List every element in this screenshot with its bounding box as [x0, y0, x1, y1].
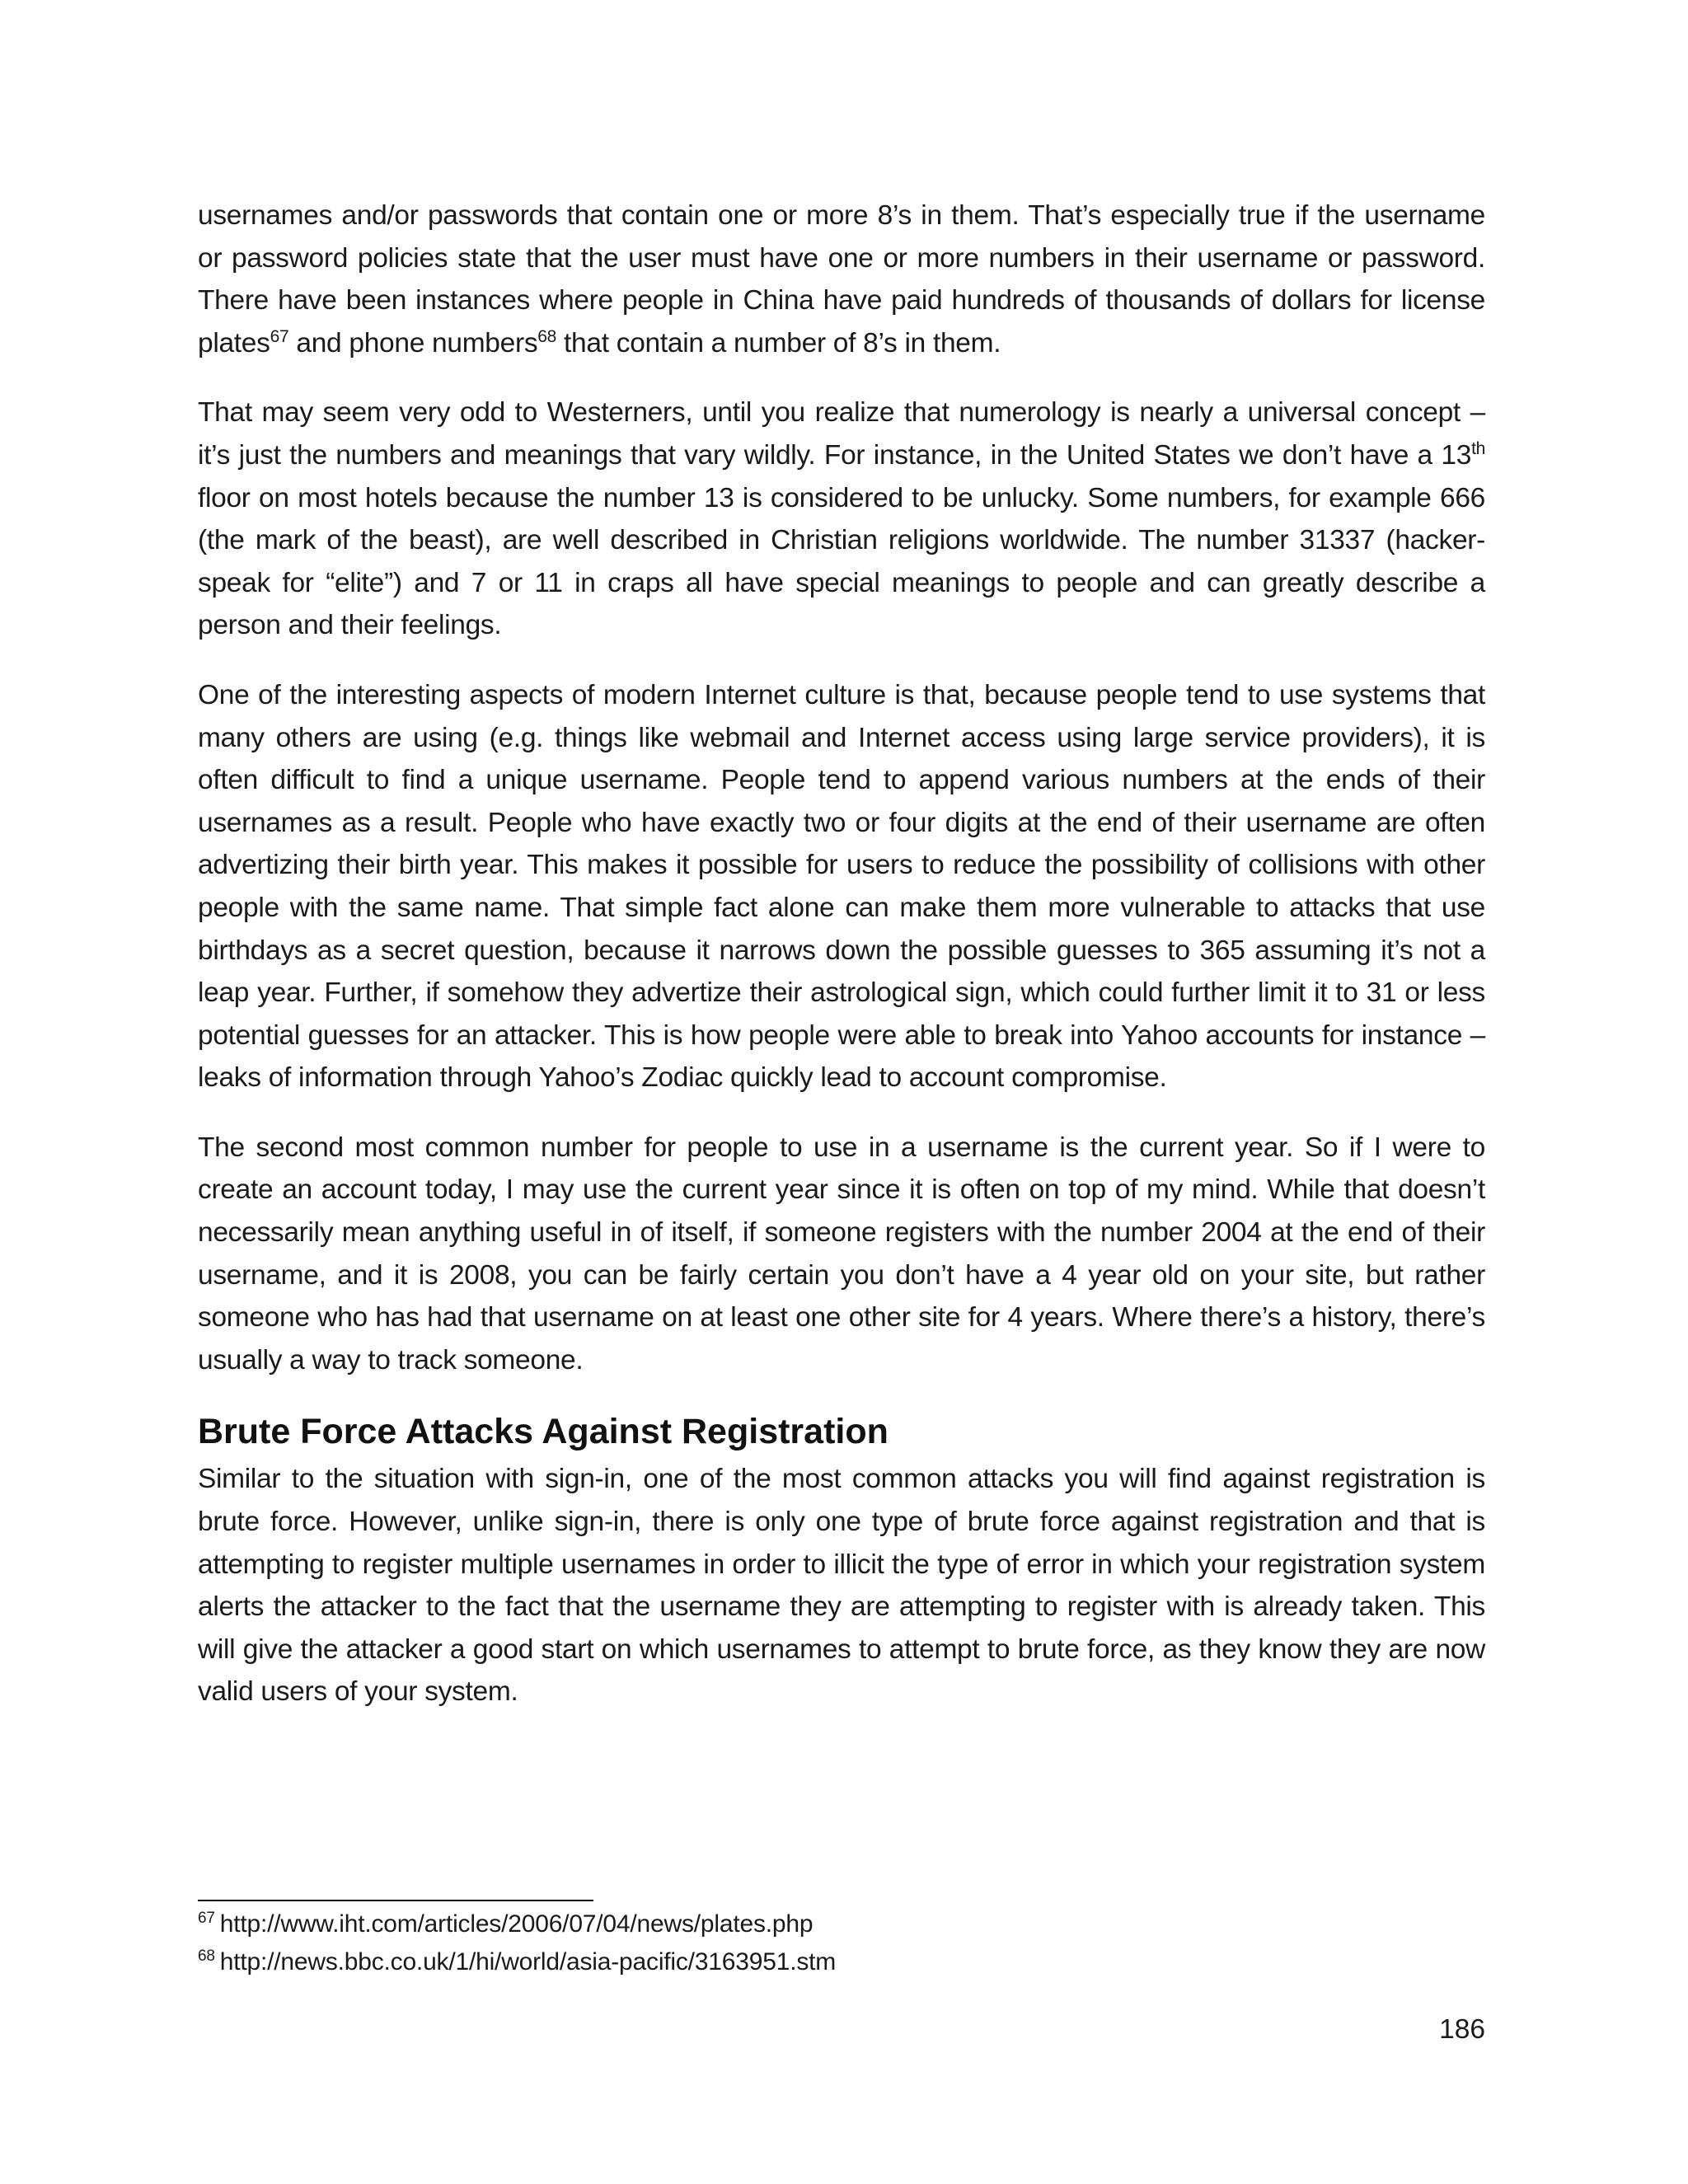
footnote-number: 68 [198, 1947, 215, 1965]
ordinal-suffix: th [1471, 438, 1485, 458]
paragraph-numbers-8 [198, 194, 1485, 364]
footnotes [198, 1905, 1485, 1981]
paragraph-text: usernames and/or passwords that contain one or more 8’s in them. That’s especially true if the username or password policies state that the user must have one or more numbers in their username or password. There have been instances where people in China have paid hundreds of thousands of dollars for license plates [198, 200, 1485, 359]
paragraph-text: That may seem very odd to Westerners, until you realize that numerology is nearly a universal concept – it’s just the numbers and meanings that vary wildly. For instance, in the United States we don’t have a 13 [198, 397, 1485, 471]
footnote-url: http://www.iht.com/articles/2006/07/04/news/plates.php [219, 1910, 814, 1938]
paragraph-numerology [198, 391, 1485, 647]
footnote-divider [198, 1900, 593, 1901]
section-heading: Brute Force Attacks Against Registration [198, 1412, 889, 1452]
paragraph-text: that contain a number of 8’s in them. [556, 327, 1001, 359]
footnote-68 [198, 1943, 1485, 1981]
paragraph-text: and phone numbers [288, 327, 538, 359]
footnote-number: 67 [198, 1910, 215, 1927]
paragraph-text: floor on most hotels because the number 13 is considered to be unlucky. Some numbers, for example 666 (the mark of the beast), are well described in Christian religions worldwide. The number 31337 (hacker-speak for “elite”) and 7 or 11 in craps all have special meanings to people and can greatly describe a person and their feelings. [198, 482, 1485, 641]
page-number: 186 [1439, 2014, 1485, 2045]
paragraph-internet-culture: One of the interesting aspects of modern Internet culture is that, because people tend to use systems that many others are using (e.g. things like webmail and Internet access using large service providers), it is often difficult to find a unique username. People tend to append various numbers at the ends of their usernames as a result. People who have exactly two or four digits at the end of their username are often advertizing their birth year. This makes it possible for users to reduce the possibility of collisions with other people with the same name. That simple fact alone can make them more vulnerable to attacks that use birthdays as a secret question, because it narrows down the possible guesses to 365 assuming it’s not a leap year. Further, if somehow they advertize their astrological sign, which could further limit it to 31 or less potential guesses for an attacker. This is how people were able to break into Yahoo accounts for instance – leaks of information through Yahoo’s Zodiac quickly lead to account compromise. [198, 679, 1485, 1094]
paragraph-brute-force: Similar to the situation with sign-in, one of the most common attacks you will find against registration is brute force. However, unlike sign-in, there is only one type of brute force against registration and that is attempting to register multiple usernames in order to illicit the type of error in which your registration system alerts the attacker to the fact that the username they are attempting to register with is already taken. This will give the attacker a good start on which usernames to attempt to brute force, as they know they are now valid users of your system. [198, 1464, 1485, 1708]
footnote-67 [198, 1905, 1485, 1943]
footnote-url: http://news.bbc.co.uk/1/hi/world/asia-pacific/3163951.stm [219, 1948, 837, 1975]
paragraph-current-year: The second most common number for people to use in a username is the current year. So if I were to create an account today, I may use the current year since it is often on top of my mind. While that doesn’t necessarily mean anything useful in of itself, if someone registers with the number 2004 at the end of their username, and it is 2008, you can be fairly certain you don’t have a 4 year old on your site, but rather someone who has had that username on at least one other site for 4 years. Where there’s a history, there’s usually a way to track someone. [198, 1132, 1485, 1376]
footnote-ref-68: 68 [537, 326, 557, 346]
page-body [198, 194, 1485, 1741]
footnote-ref-67: 67 [270, 326, 289, 346]
